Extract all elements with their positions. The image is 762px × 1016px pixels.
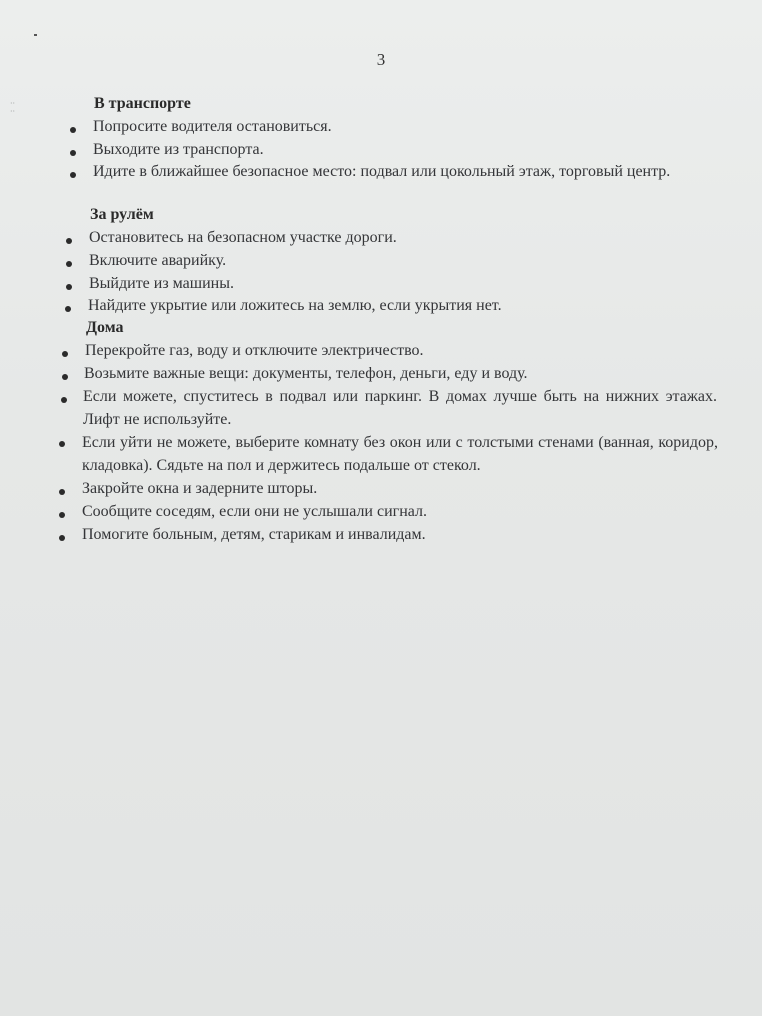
bullet-icon [61,397,67,403]
bullet-icon [59,489,65,495]
list-item-text: Перекройте газ, воду и отключите электричество. [85,342,424,359]
list-item [82,477,702,500]
bullet-icon [62,351,68,357]
list-item-text: Если уйти не можете, выберите комнату без окон или с толстыми стенами (ванная, коридор, кладовка). Сядьте на пол и держитесь подальше от стекол. [82,434,718,474]
list-item [93,115,713,138]
list-item-text: Если можете, спуститесь в подвал или паркинг. В домах лучше быть на нижних этажах. Лифт не используйте. [83,388,717,428]
bullet-icon [70,150,76,156]
list-item-text: Включите аварийку. [89,252,227,269]
bullet-icon [59,512,65,518]
bullet-icon [70,172,76,178]
list-item-text: Попросите водителя остановиться. [93,118,332,135]
bullet-icon [70,127,76,133]
list-item [82,431,718,477]
list-item [88,294,708,317]
list-item [93,138,713,161]
list-item [89,272,709,295]
section-heading-home: Дома [86,319,124,336]
section-heading-driving: За рулём [90,206,154,223]
paper-speck [34,34,37,36]
list-item [83,385,717,431]
bullet-icon [66,238,72,244]
list-item [84,362,704,385]
list-item [82,523,702,546]
list-item [89,226,709,249]
list-item [82,500,702,523]
list-item [85,339,705,362]
page-number: 3 [376,50,386,69]
list-item-text: Помогите больным, детям, старикам и инвалидам. [82,526,426,543]
list-item-text: Сообщите соседям, если они не услышали сигнал. [82,503,427,520]
bullet-icon [66,284,72,290]
margin-bleed-through-mark: ·· ·· [10,99,16,116]
list-item [89,249,709,272]
list-item-text: Выходите из транспорта. [93,141,264,158]
bullet-icon [65,306,71,312]
bullet-icon [66,261,72,267]
list-item [93,160,711,183]
list-item-text: Выйдите из машины. [89,275,234,292]
list-item-text: Закройте окна и задерните шторы. [82,480,318,497]
list-item-text: Идите в ближайшее безопасное место: подвал или цокольный этаж, торговый центр. [93,163,671,180]
list-item-text: Возьмите важные вещи: документы, телефон, деньги, еду и воду. [84,365,528,382]
bullet-icon [62,374,68,380]
bullet-icon [59,535,65,541]
list-item-text: Найдите укрытие или ложитесь на землю, если укрытия нет. [88,297,502,314]
bullet-icon [59,441,65,447]
list-item-text: Остановитесь на безопасном участке дороги. [89,229,397,246]
section-heading-transport: В транспорте [94,95,191,112]
